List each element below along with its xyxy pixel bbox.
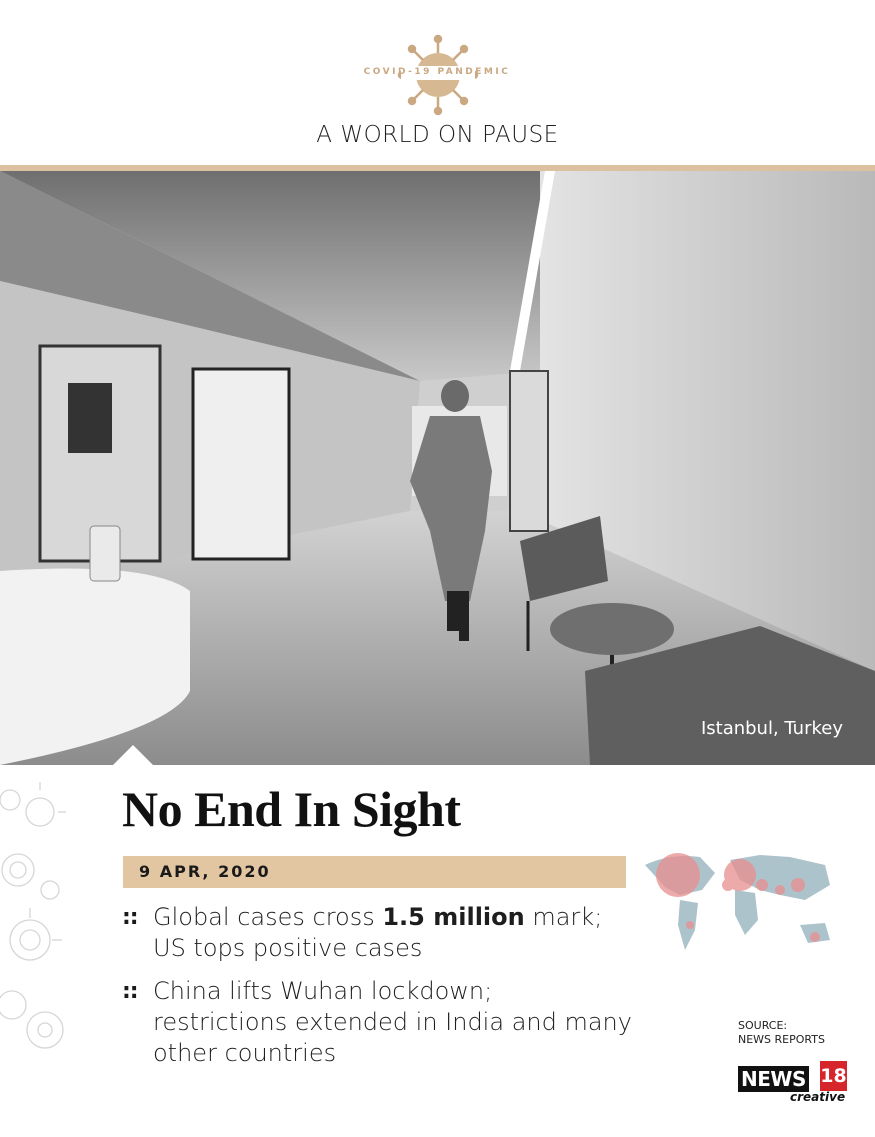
photo-notch — [112, 745, 154, 766]
source-line: NEWS REPORTS — [738, 1033, 825, 1046]
bullet-text: mark; US tops positive cases — [153, 903, 603, 962]
list-item — [122, 902, 632, 964]
headline: No End In Sight — [122, 781, 461, 837]
source-line: SOURCE: — [738, 1019, 788, 1032]
bullet-list — [122, 902, 632, 1081]
header — [0, 0, 875, 166]
decorative-virus-pattern — [0, 780, 70, 1060]
bullet-marker: :: — [122, 905, 138, 930]
world-map-icon — [640, 845, 850, 960]
news18-logo — [738, 1061, 850, 1105]
date-bar — [123, 856, 626, 888]
covid-badge-text: COVID-19 PANDEMIC — [363, 67, 511, 77]
bullet-text: China lifts Wuhan lockdown; restrictions extended in India and many other countries — [153, 977, 632, 1067]
date-text: 9 APR, 2020 — [139, 862, 271, 881]
logo-sub: creative — [790, 1090, 846, 1104]
bullet-text: Global cases cross — [153, 903, 383, 931]
logo-number: 18 — [820, 1061, 847, 1091]
list-item — [122, 976, 632, 1069]
series-title: A WORLD ON PAUSE — [316, 122, 559, 148]
source-label — [738, 1019, 825, 1047]
bullet-marker: :: — [122, 979, 138, 1004]
photo-caption: Istanbul, Turkey — [700, 718, 843, 739]
logo-word: NEWS — [738, 1066, 809, 1092]
hospital-corridor-photo — [0, 171, 875, 765]
bullet-highlight: 1.5 million — [382, 903, 525, 931]
